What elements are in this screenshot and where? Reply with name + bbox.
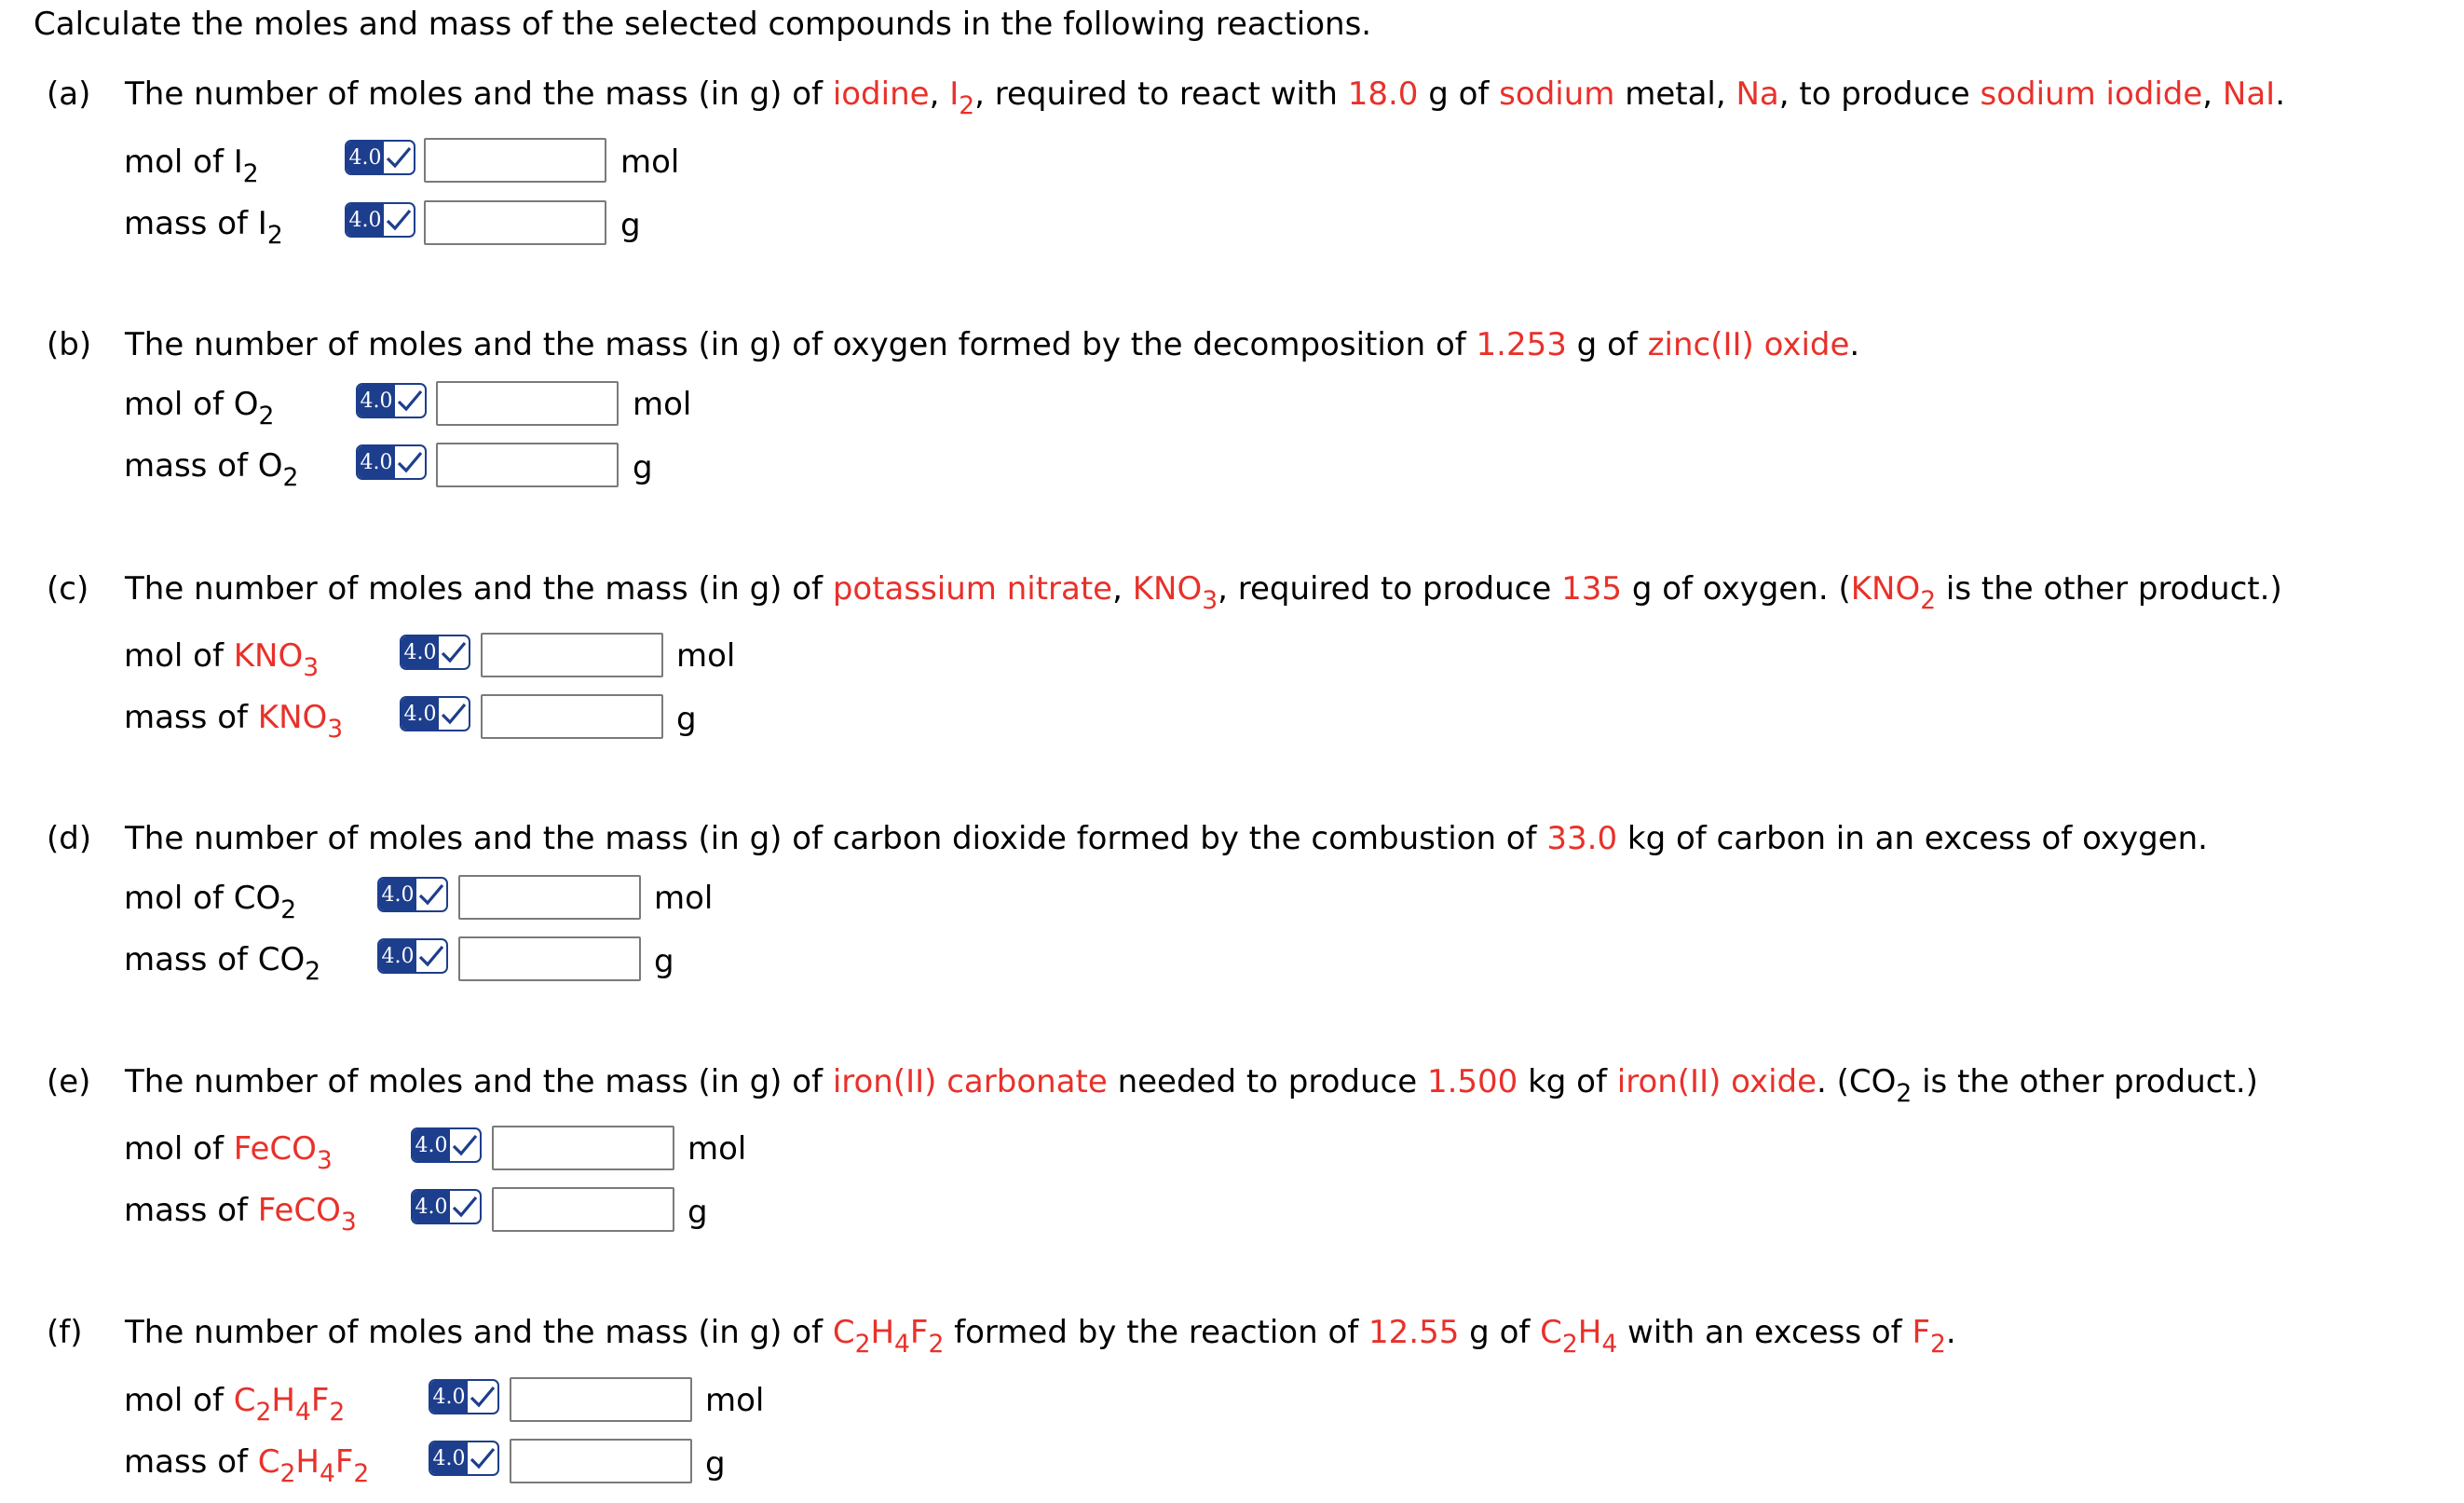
formula: CO <box>257 941 306 978</box>
question-letter: (e) <box>47 1063 91 1100</box>
text: KNO <box>1850 570 1921 608</box>
text: C <box>233 1382 256 1419</box>
text: . (CO <box>1817 1063 1897 1100</box>
highlight: 12.55 <box>1368 1314 1460 1351</box>
highlight <box>949 75 975 120</box>
highlight: 1.500 <box>1426 1063 1518 1100</box>
subscript: 2 <box>928 1329 945 1359</box>
text: H <box>295 1443 320 1481</box>
mass-label-f <box>124 1440 370 1488</box>
highlight: sodium <box>1499 75 1615 113</box>
text: , <box>929 75 950 113</box>
mol-input-e[interactable] <box>492 1126 674 1170</box>
question-letter: (a) <box>47 75 91 113</box>
text: mass of <box>124 699 258 736</box>
highlight <box>1912 1314 1946 1359</box>
text: mol of <box>124 386 234 423</box>
text: g of oxygen. ( <box>1622 570 1851 608</box>
score-badge <box>345 140 415 175</box>
highlight: potassium nitrate <box>832 570 1113 608</box>
text: H <box>271 1382 295 1419</box>
subscript: 3 <box>340 1207 357 1237</box>
question-letter: (f) <box>47 1314 83 1351</box>
text: , required to react with <box>974 75 1348 113</box>
formula: I <box>233 143 243 181</box>
subscript: 4 <box>1601 1329 1618 1359</box>
text: FeCO <box>233 1130 317 1168</box>
text: KNO <box>1132 570 1203 608</box>
check-icon <box>450 1129 480 1161</box>
highlight: iron(II) carbonate <box>832 1063 1108 1100</box>
mol-label-d <box>124 876 297 924</box>
mol-input-d[interactable] <box>458 875 641 920</box>
subscript: 2 <box>353 1458 370 1488</box>
mass-input-e[interactable] <box>492 1187 674 1232</box>
formula <box>233 637 320 682</box>
score-badge <box>356 383 427 418</box>
text: , required to produce <box>1218 570 1562 608</box>
mass-label-e <box>124 1188 357 1237</box>
text: H <box>1577 1314 1602 1351</box>
text: F <box>334 1443 354 1481</box>
text: . <box>1849 326 1860 363</box>
check-icon <box>450 1191 480 1223</box>
mol-input-c[interactable] <box>481 633 663 677</box>
subscript: 2 <box>305 956 321 986</box>
formula <box>257 699 344 744</box>
score-badge <box>429 1379 499 1414</box>
score-value: 4.0 <box>413 1191 450 1223</box>
mass-unit: g <box>633 449 653 486</box>
text: C <box>832 1314 855 1351</box>
score-value: 4.0 <box>358 446 395 478</box>
mass-unit: g <box>687 1194 708 1231</box>
formula: O <box>233 386 259 423</box>
text: needed to produce <box>1107 1063 1427 1100</box>
mass-label-b <box>124 444 299 492</box>
text: kg of <box>1518 1063 1617 1100</box>
mass-input-f[interactable] <box>510 1439 692 1483</box>
text: C <box>1540 1314 1562 1351</box>
highlight <box>1850 570 1937 615</box>
text: FeCO <box>257 1192 341 1229</box>
mol-input-a[interactable] <box>424 138 606 183</box>
mass-input-a[interactable] <box>424 200 606 245</box>
formula <box>233 1130 333 1175</box>
mass-input-d[interactable] <box>458 936 641 981</box>
score-value: 4.0 <box>358 385 395 417</box>
score-badge <box>429 1441 499 1476</box>
subscript: 2 <box>1896 1078 1913 1108</box>
question-b-text <box>47 321 1859 368</box>
text: mol of <box>124 637 234 675</box>
subscript: 4 <box>894 1329 910 1359</box>
score-value: 4.0 <box>430 1381 468 1413</box>
mol-unit: mol <box>676 637 736 675</box>
score-value: 4.0 <box>430 1442 468 1474</box>
text: I <box>949 75 960 113</box>
subscript: 2 <box>854 1329 871 1359</box>
score-badge <box>377 877 448 912</box>
text: The number of moles and the mass (in g) of <box>125 570 833 608</box>
text: mass of <box>124 941 258 978</box>
highlight: zinc(II) oxide <box>1647 326 1850 363</box>
check-icon <box>384 142 414 173</box>
question-e-text <box>47 1059 2258 1108</box>
highlight: iron(II) oxide <box>1616 1063 1817 1100</box>
text: formed by the reaction of <box>944 1314 1369 1351</box>
subscript: 2 <box>1930 1329 1946 1359</box>
highlight: iodine <box>832 75 930 113</box>
instructions: Calculate the moles and mass of the selected compounds in the following reactions. <box>34 6 1372 43</box>
text: mass of <box>124 1192 258 1229</box>
text: , to produce <box>1778 75 1981 113</box>
text: The number of moles and the mass (in g) of <box>125 1063 833 1100</box>
mass-unit: g <box>705 1445 726 1483</box>
mol-label-a <box>124 140 259 188</box>
text: is the other product.) <box>1912 1063 2258 1100</box>
score-badge <box>377 938 448 974</box>
subscript: 4 <box>294 1397 311 1427</box>
text: , <box>2202 75 2223 113</box>
text: F <box>310 1382 330 1419</box>
subscript: 2 <box>1920 585 1937 615</box>
check-icon <box>416 940 446 972</box>
score-value: 4.0 <box>347 204 384 236</box>
text: F <box>909 1314 929 1351</box>
text: mol of <box>124 1382 234 1419</box>
score-badge <box>400 696 470 731</box>
subscript: 3 <box>316 1145 333 1175</box>
text: The number of moles and the mass (in g) of carbon dioxide formed by the combustion of <box>125 820 1547 857</box>
check-icon <box>384 204 414 236</box>
highlight: 135 <box>1561 570 1623 608</box>
score-badge <box>345 202 415 238</box>
subscript: 2 <box>280 895 297 924</box>
subscript: 2 <box>258 401 275 430</box>
highlight: sodium iodide <box>1980 75 2203 113</box>
formula <box>233 1382 346 1427</box>
formula: CO <box>233 880 281 917</box>
highlight <box>1540 1314 1618 1359</box>
text: F <box>1912 1314 1931 1351</box>
score-badge <box>411 1127 482 1163</box>
mass-unit: g <box>620 207 641 244</box>
text: C <box>257 1443 280 1481</box>
highlight <box>832 1314 945 1359</box>
mol-unit: mol <box>705 1382 765 1419</box>
score-value: 4.0 <box>402 636 439 668</box>
check-icon <box>468 1442 497 1474</box>
mass-label-a <box>124 201 283 250</box>
formula <box>257 1192 357 1237</box>
highlight: 18.0 <box>1347 75 1419 113</box>
text: mol of <box>124 143 234 181</box>
highlight: NaI <box>2222 75 2276 113</box>
question-a-text <box>47 71 2286 120</box>
score-value: 4.0 <box>379 940 416 972</box>
text: , <box>1112 570 1133 608</box>
score-value: 4.0 <box>413 1129 450 1161</box>
text: mass of <box>124 1443 258 1481</box>
question-d-text <box>47 815 2208 862</box>
check-icon <box>395 385 425 417</box>
text: kg of carbon in an excess of oxygen. <box>1617 820 2208 857</box>
text: The number of moles and the mass (in g) of <box>125 1314 833 1351</box>
text: is the other product.) <box>1936 570 2282 608</box>
mol-label-c <box>124 634 320 682</box>
mass-input-c[interactable] <box>481 694 663 739</box>
subscript: 3 <box>327 714 344 744</box>
question-letter: (d) <box>47 820 92 857</box>
check-icon <box>395 446 425 478</box>
check-icon <box>439 636 469 668</box>
mol-unit: mol <box>687 1130 747 1168</box>
score-badge <box>400 635 470 670</box>
subscript: 2 <box>266 220 283 250</box>
subscript: 2 <box>279 1458 296 1488</box>
mol-label-f <box>124 1378 346 1427</box>
mass-input-b[interactable] <box>436 443 619 487</box>
text: KNO <box>233 637 304 675</box>
score-badge <box>411 1189 482 1224</box>
mass-unit: g <box>676 701 697 738</box>
mass-label-d <box>124 937 321 986</box>
subscript: 2 <box>959 90 975 120</box>
score-badge <box>356 444 427 480</box>
check-icon <box>468 1381 497 1413</box>
subscript: 2 <box>1561 1329 1578 1359</box>
formula: I <box>257 205 267 242</box>
mass-unit: g <box>654 943 674 980</box>
text: g of <box>1459 1314 1541 1351</box>
subscript: 3 <box>1202 585 1218 615</box>
question-letter: (b) <box>47 326 92 363</box>
text: . <box>2275 75 2286 113</box>
text: The number of moles and the mass (in g) of oxygen formed by the decomposition of <box>125 326 1477 363</box>
highlight: 1.253 <box>1476 326 1567 363</box>
text: with an excess of <box>1617 1314 1913 1351</box>
text: . <box>1945 1314 1956 1351</box>
subscript: 4 <box>319 1458 335 1488</box>
question-letter: (c) <box>47 570 89 608</box>
text: KNO <box>257 699 328 736</box>
subscript: 2 <box>242 158 259 188</box>
score-value: 4.0 <box>347 142 384 173</box>
text: metal, <box>1614 75 1736 113</box>
text: g of <box>1566 326 1648 363</box>
check-icon <box>439 698 469 730</box>
mass-label-c <box>124 695 344 744</box>
mol-unit: mol <box>654 880 714 917</box>
highlight: Na <box>1736 75 1779 113</box>
subscript: 3 <box>303 652 320 682</box>
text: mol of <box>124 880 234 917</box>
formula <box>257 1443 370 1488</box>
question-c-text <box>47 566 2282 615</box>
text: g of <box>1418 75 1500 113</box>
mol-input-b[interactable] <box>436 381 619 426</box>
check-icon <box>416 879 446 910</box>
mol-unit: mol <box>633 386 692 423</box>
mol-label-b <box>124 382 275 430</box>
highlight: 33.0 <box>1546 820 1618 857</box>
text: H <box>870 1314 895 1351</box>
mol-label-e <box>124 1127 333 1175</box>
subscript: 2 <box>329 1397 346 1427</box>
subscript: 2 <box>282 462 299 492</box>
formula: O <box>257 447 283 485</box>
subscript: 2 <box>255 1397 272 1427</box>
mol-input-f[interactable] <box>510 1377 692 1422</box>
question-f-text <box>47 1309 1956 1359</box>
text: The number of moles and the mass (in g) of <box>125 75 833 113</box>
score-value: 4.0 <box>379 879 416 910</box>
score-value: 4.0 <box>402 698 439 730</box>
text: mass of <box>124 447 258 485</box>
text: mass of <box>124 205 258 242</box>
text: mol of <box>124 1130 234 1168</box>
highlight <box>1132 570 1218 615</box>
mol-unit: mol <box>620 143 680 181</box>
